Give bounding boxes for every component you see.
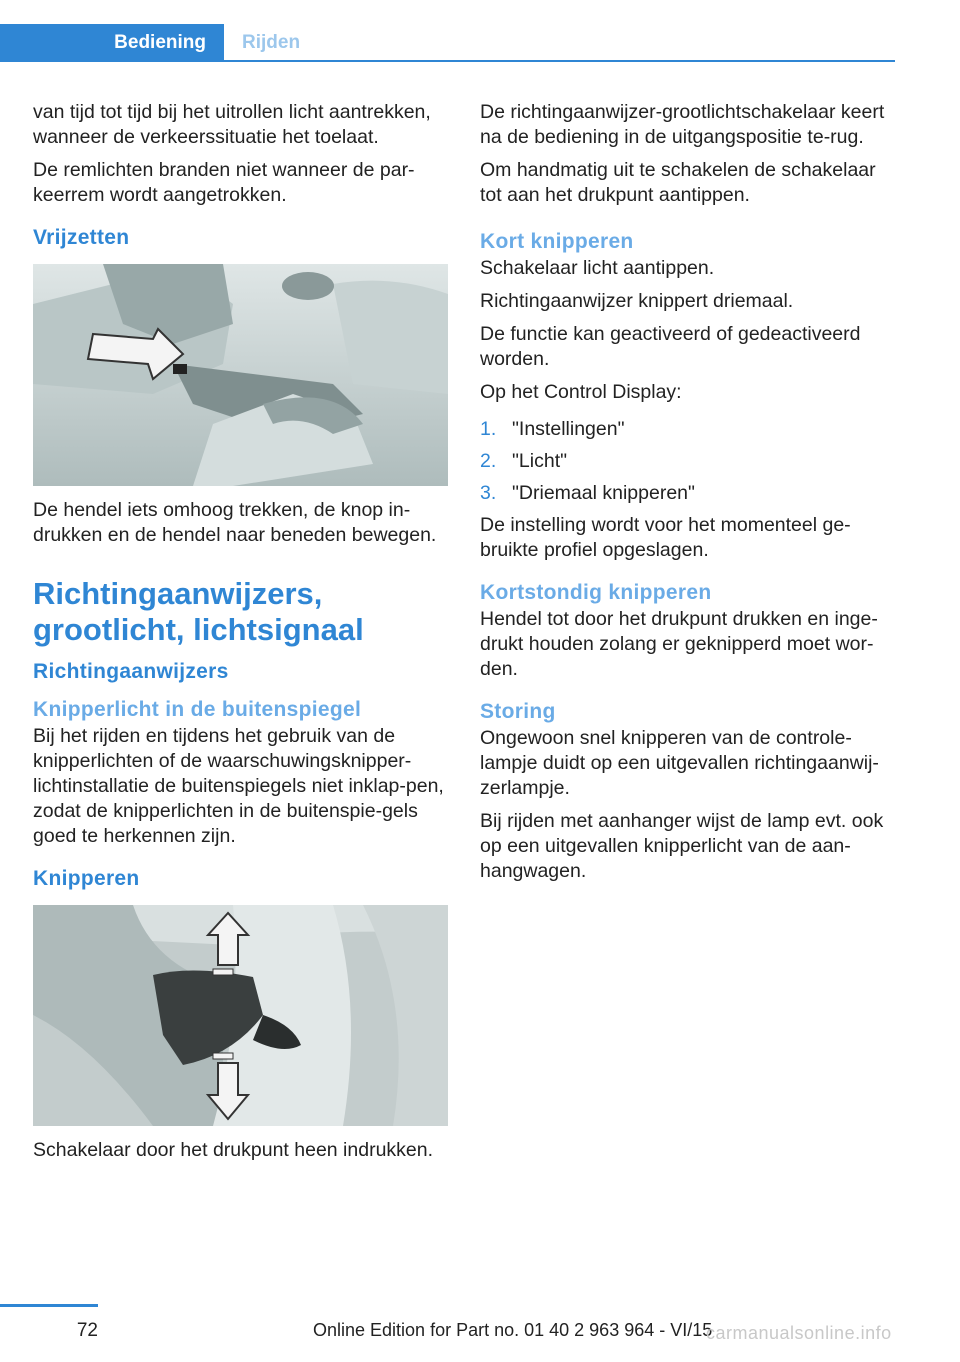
paragraph: Schakelaar door het drukpunt heen indrukken. xyxy=(33,1139,434,1161)
list-number: 1. xyxy=(480,418,497,440)
paragraph: Ongewoon snel knipperen van de controle-lampje duidt op een uitgevallen richtingaanwij-zerlampje. xyxy=(480,727,879,799)
paragraph: De hendel iets omhoog trekken, de knop in-drukken en de hendel naar beneden bewegen. xyxy=(33,499,437,546)
paragraph: De richtingaanwijzer-grootlichtschakelaar keert na de bediening in de uitgangspositie te-rug. xyxy=(480,101,885,148)
tab-bediening[interactable]: Bediening xyxy=(0,24,224,62)
handbrake-illustration xyxy=(33,264,448,486)
page-header xyxy=(0,0,895,62)
page-number: 72 xyxy=(76,1320,98,1341)
paragraph: Bij het rijden en tijdens het gebruik van de knipperlichten of de waarschuwingsknipper-lichtinstallatie de buitenspiegels niet inklap-pen, zodat de knipperlichten in de buitenspie-gels goed te herkennen zijn. xyxy=(33,725,444,847)
heading-knipperlicht: Knipperlicht in de buitenspiegel xyxy=(33,698,362,721)
header-divider xyxy=(224,60,895,62)
list-item xyxy=(480,449,896,474)
list-text: "Instellingen" xyxy=(512,418,625,440)
paragraph: Schakelaar licht aantippen. xyxy=(480,257,715,279)
heading-storing: Storing xyxy=(480,700,556,723)
indicator-stalk-illustration xyxy=(33,905,448,1126)
heading-kortstondig-knipperen: Kortstondig knipperen xyxy=(480,581,712,604)
edition-text: Online Edition for Part no. 01 40 2 963 964 - VI/15 xyxy=(313,1320,713,1340)
list-text: "Driemaal knipperen" xyxy=(512,482,695,504)
control-display-steps xyxy=(480,417,896,506)
left-column xyxy=(33,100,449,1171)
paragraph: van tijd tot tijd bij het uitrollen licht aantrekken, wanneer de verkeerssituatie het toelaat. xyxy=(33,101,431,148)
heading-vrijzetten: Vrijzetten xyxy=(33,226,130,249)
paragraph: Om handmatig uit te schakelen de schakelaar tot aan het drukpunt aantippen. xyxy=(480,159,876,206)
footer-divider xyxy=(0,1304,98,1307)
paragraph: Bij rijden met aanhanger wijst de lamp evt. ook op een uitgevallen knipperlicht van de aan-hangwagen. xyxy=(480,810,884,882)
heading-kort-knipperen: Kort knipperen xyxy=(480,230,634,253)
paragraph: Op het Control Display: xyxy=(480,381,682,403)
heading-knipperen: Knipperen xyxy=(33,867,140,890)
list-number: 3. xyxy=(480,482,497,504)
list-item xyxy=(480,417,896,442)
watermark: carmanualsonline.info xyxy=(706,1323,892,1343)
paragraph: De instelling wordt voor het momenteel ge-bruikte profiel opgeslagen. xyxy=(480,514,851,561)
paragraph: Hendel tot door het drukpunt drukken en inge-drukt houden zolang er geknipperd moet wor-den. xyxy=(480,608,878,680)
list-number: 2. xyxy=(480,450,497,472)
list-item xyxy=(480,481,896,506)
tab-rijden[interactable]: Rijden xyxy=(242,32,301,53)
paragraph: De functie kan geactiveerd of gedeactiveerd worden. xyxy=(480,323,861,370)
right-column xyxy=(480,100,896,892)
paragraph: De remlichten branden niet wanneer de par-keerrem wordt aangetrokken. xyxy=(33,159,415,206)
section-title: Richtingaanwijzers, grootlicht, lichtsignaal xyxy=(33,576,364,647)
heading-richtingaanwijzers: Richtingaanwijzers xyxy=(33,660,229,683)
list-text: "Licht" xyxy=(512,450,568,472)
paragraph: Richtingaanwijzer knippert driemaal. xyxy=(480,290,794,312)
